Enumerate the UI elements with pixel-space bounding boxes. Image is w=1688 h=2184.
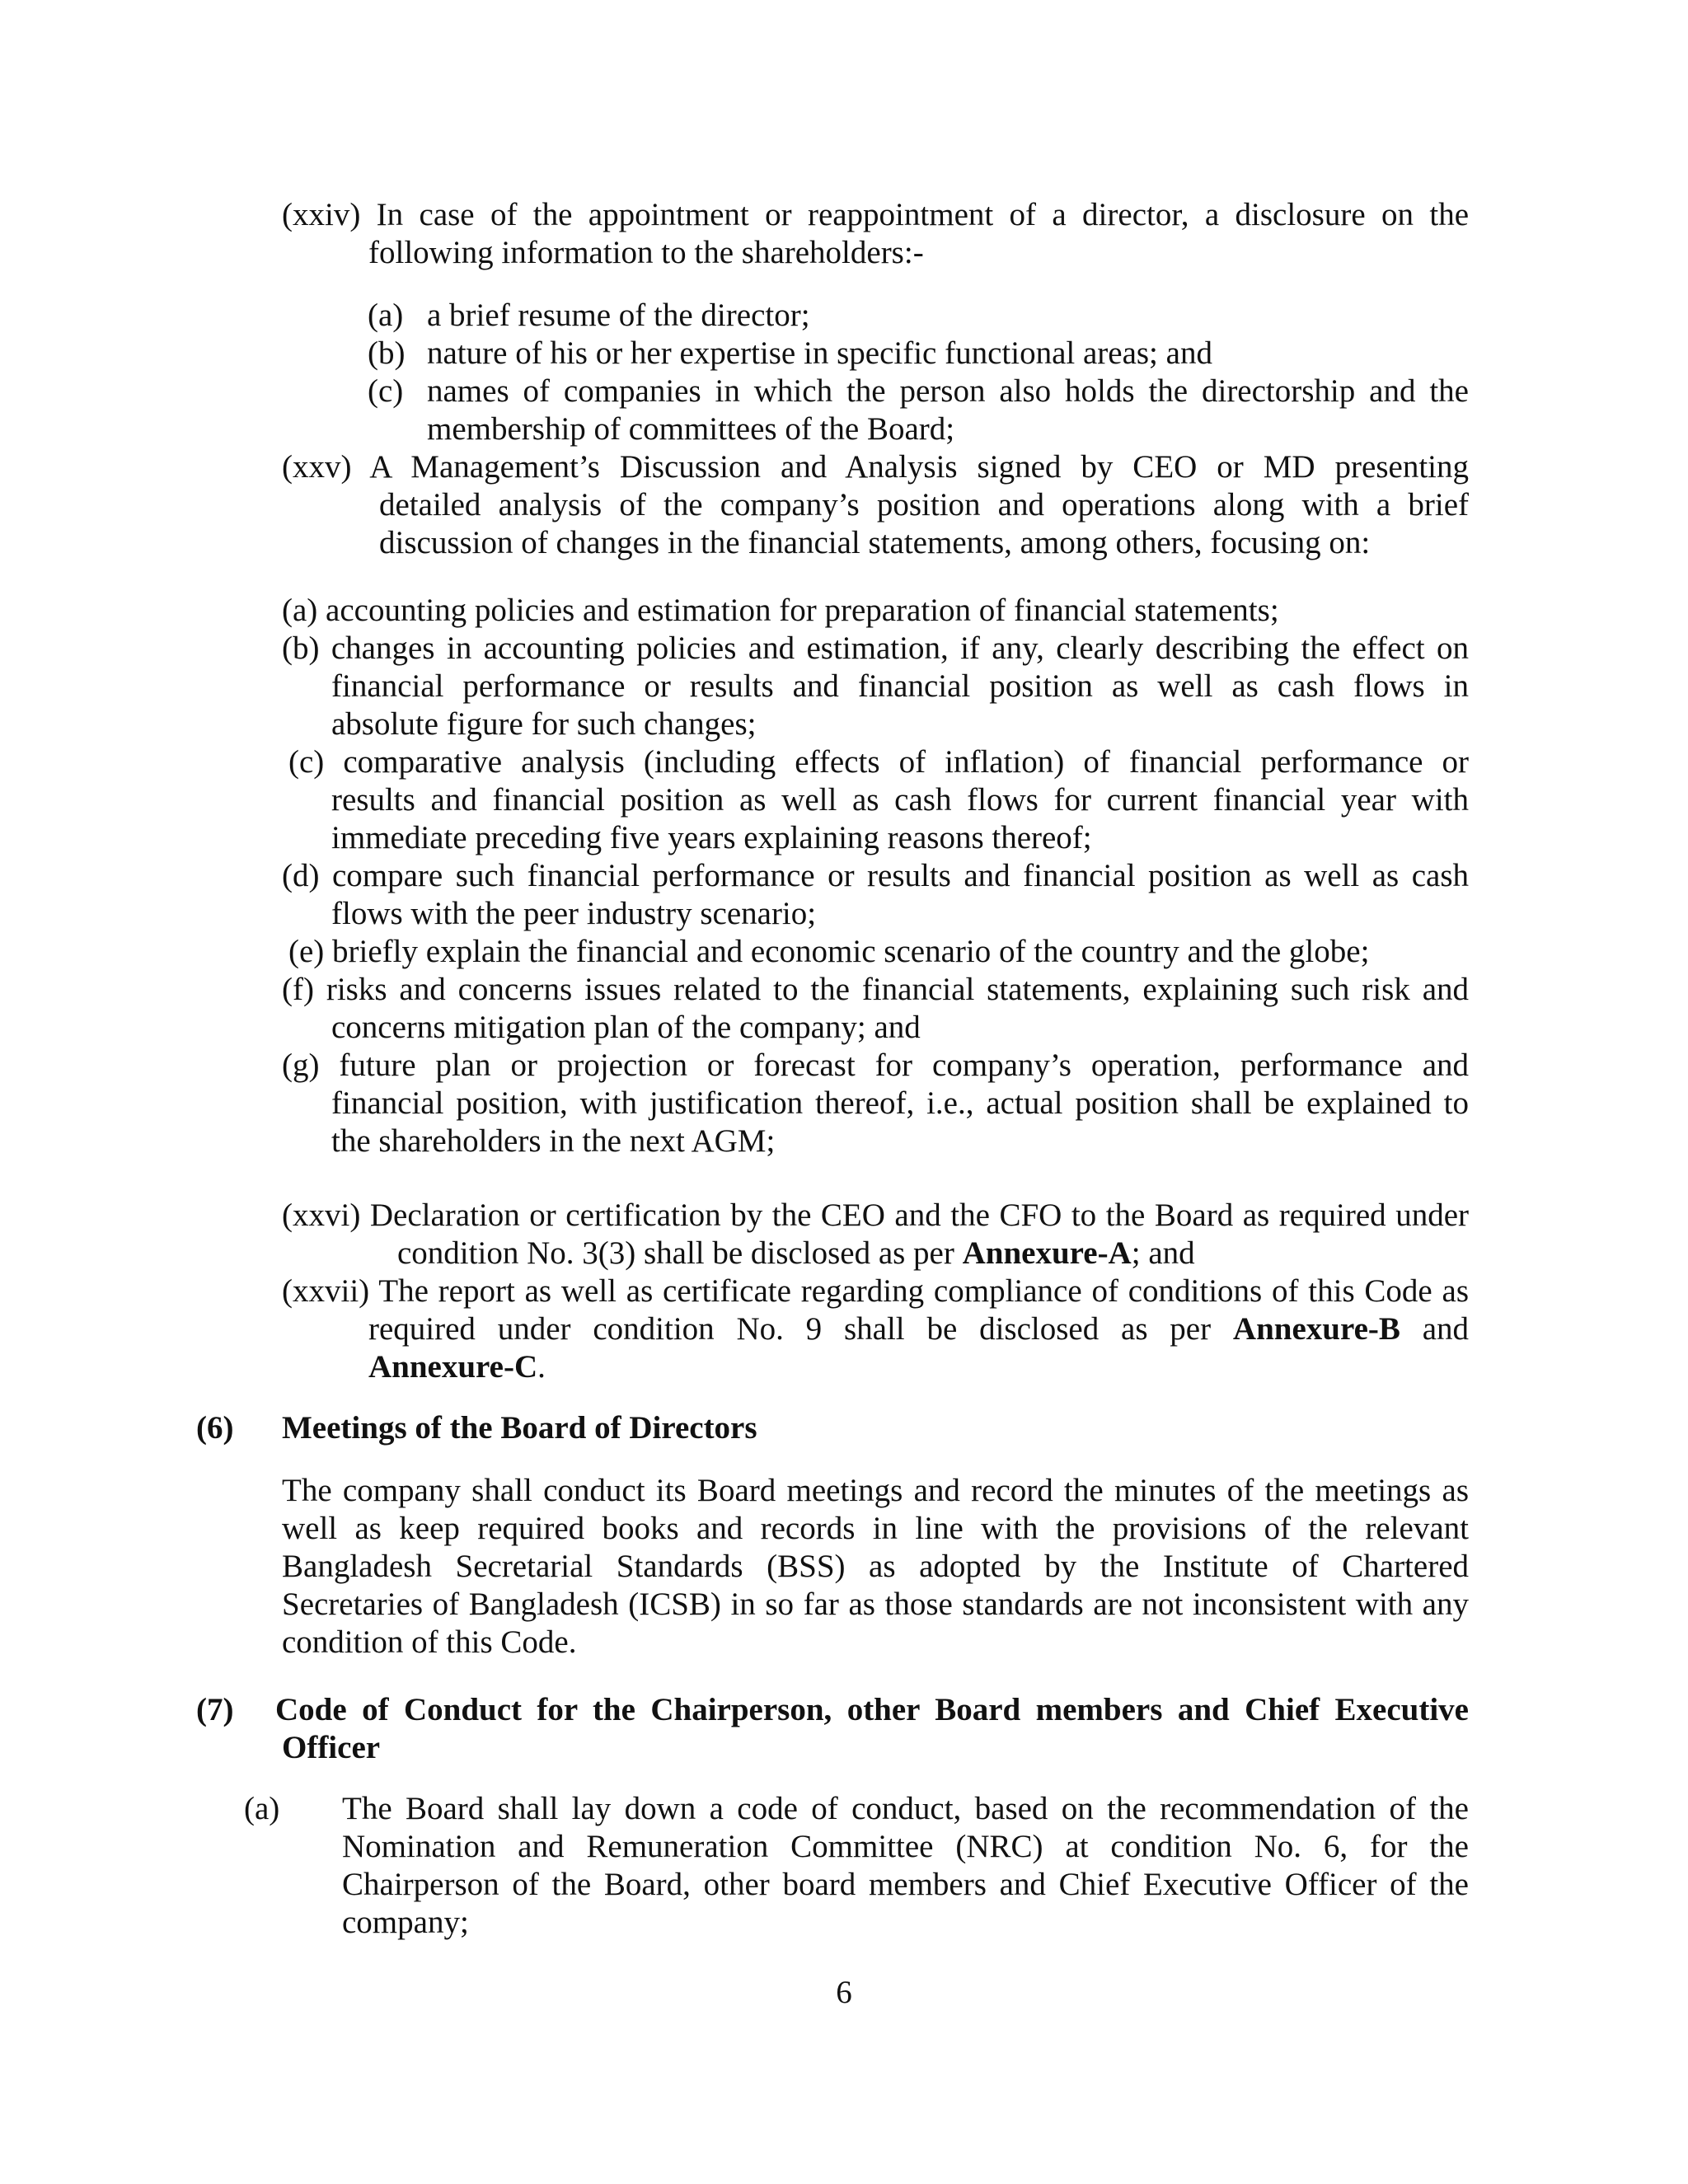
xxv-item-g-line-2: financial position, with justification thereof, i.e., actual position shall be explained to (331, 1085, 1469, 1121)
xxiv-item-c-label: (c) (368, 373, 404, 409)
section-6-number: (6) (196, 1410, 234, 1446)
section-6-line-4: Secretaries of Bangladesh (ICSB) in so far as those standards are not inconsistent with any (282, 1586, 1469, 1622)
xxv-item-b-line-3: absolute figure for such changes; (331, 706, 757, 742)
section-7-item-a-line-1: The Board shall lay down a code of conduct, based on the recommendation of the (342, 1791, 1469, 1826)
section-7-heading-line-1: Code of Conduct for the Chairperson, other Board members and Chief Executive (275, 1692, 1469, 1727)
xxvii-line-2: required under condition No. 9 shall be disclosed as per Annexure-B and (368, 1311, 1470, 1347)
annexure-c: Annexure-C (368, 1349, 538, 1385)
xxv-item-b-line-1: (b) changes in accounting policies and estimation, if any, clearly describing the effect on (282, 630, 1469, 666)
xxvi-line-1: (xxvi) Declaration or certification by the CEO and the CFO to the Board as required under (282, 1197, 1469, 1233)
xxvi-line-2: condition No. 3(3) shall be disclosed as per Annexure-A; and (397, 1235, 1195, 1271)
section-6-line-3: Bangladesh Secretarial Standards (BSS) as adopted by the Institute of Chartered (282, 1549, 1469, 1584)
xxv-line-2: detailed analysis of the company’s position and operations along with a brief (379, 487, 1469, 523)
xxiv-line-2: following information to the shareholders:- (368, 235, 924, 270)
xxv-item-c-line-2: results and financial position as well as cash flows for current financial year with (331, 782, 1469, 818)
xxiv-item-b-label: (b) (368, 335, 406, 371)
xxv-item-d-line-1: (d) compare such financial performance or results and financial position as well as cash (282, 858, 1469, 893)
section-6-heading: Meetings of the Board of Directors (282, 1410, 757, 1446)
section-6-line-5: condition of this Code. (282, 1624, 577, 1660)
xxv-line-3: discussion of changes in the financial statements, among others, focusing on: (379, 525, 1371, 560)
xxv-item-c-line-1: (c) comparative analysis (including effects of inflation) of financial performance or (288, 744, 1469, 780)
xxv-item-a: (a) accounting policies and estimation for preparation of financial statements; (282, 593, 1279, 628)
xxv-item-d-line-2: flows with the peer industry scenario; (331, 896, 817, 931)
xxvii-line-3: Annexure-C. (368, 1349, 546, 1385)
xxv-item-f-line-2: concerns mitigation plan of the company; and (331, 1010, 921, 1045)
xxiv-item-a-text: a brief resume of the director; (427, 298, 810, 333)
xxiv-line-1: (xxiv) In case of the appointment or reappointment of a director, a disclosure on the (282, 197, 1470, 232)
xxiv-item-c-line-2: membership of committees of the Board; (427, 411, 955, 447)
xxiv-item-a-label: (a) (368, 298, 404, 333)
xxvii-line-1: (xxvii) The report as well as certificate regarding compliance of conditions of this Code as (282, 1273, 1470, 1309)
section-6-line-2: well as keep required books and records in line with the provisions of the relevant (282, 1511, 1469, 1546)
page-number: 6 (836, 1975, 852, 2010)
xxv-item-g-line-3: the shareholders in the next AGM; (331, 1123, 776, 1159)
xxv-item-b-line-2: financial performance or results and financial position as well as cash flows in (331, 668, 1469, 704)
section-7-heading-line-2: Officer (282, 1730, 381, 1765)
xxiv-item-b-text: nature of his or her expertise in specific functional areas; and (427, 335, 1212, 371)
section-6-line-1: The company shall conduct its Board meetings and record the minutes of the meetings as (282, 1473, 1469, 1508)
xxv-item-c-line-3: immediate preceding five years explaining reasons thereof; (331, 820, 1092, 855)
xxv-item-g-line-1: (g) future plan or projection or forecast for company’s operation, performance and (282, 1047, 1470, 1083)
section-7-item-a-line-2: Nomination and Remuneration Committee (NRC) at condition No. 6, for the (342, 1829, 1469, 1864)
xxv-item-e: (e) briefly explain the financial and economic scenario of the country and the globe; (288, 934, 1370, 969)
section-7-number: (7) (196, 1692, 234, 1727)
xxv-line-1: (xxv) A Management’s Discussion and Analysis signed by CEO or MD presenting (282, 449, 1469, 485)
section-7-item-a-line-4: company; (342, 1905, 469, 1940)
xxv-item-f-line-1: (f) risks and concerns issues related to the financial statements, explaining such risk and (282, 972, 1469, 1007)
section-7-item-a-line-3: Chairperson of the Board, other board members and Chief Executive Officer of the (342, 1867, 1469, 1902)
xxiv-item-c-line-1: names of companies in which the person also holds the directorship and the (427, 373, 1469, 409)
section-7-item-a-label: (a) (244, 1791, 280, 1826)
annexure-b: Annexure-B (1232, 1311, 1400, 1347)
annexure-a: Annexure-A (962, 1235, 1132, 1271)
